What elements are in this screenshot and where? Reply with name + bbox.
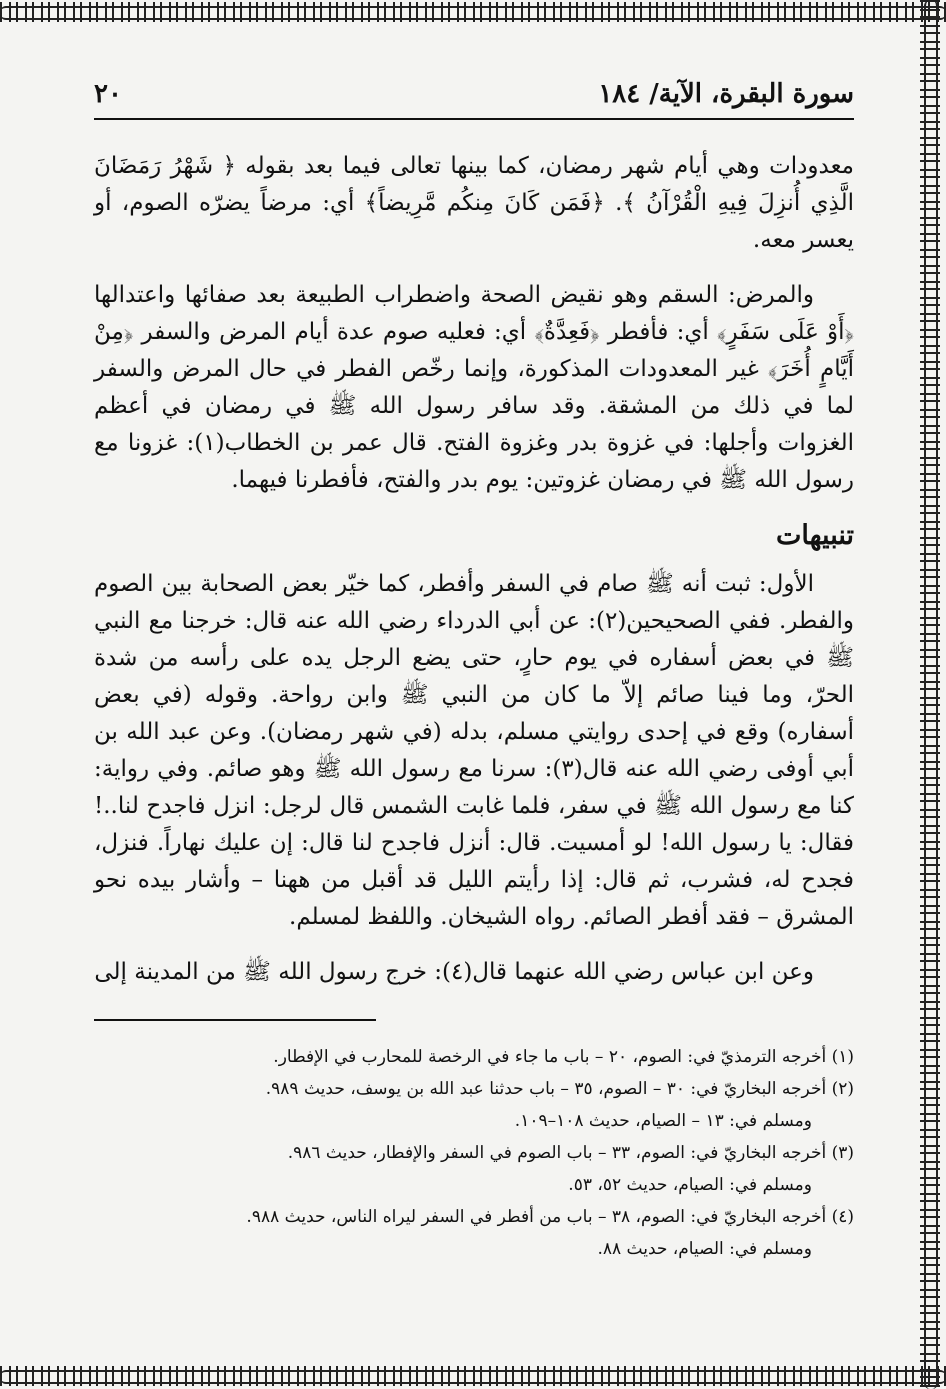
- footnotes: [94, 1041, 854, 1265]
- footnote: (٣) أخرجه البخاريّ في: الصوم، ٣٣ – باب الصوم في السفر والإفطار، حديث ٩٨٦.: [287, 1143, 854, 1163]
- paragraph: معدودات وهي أيام شهر رمضان، كما بينها تعالى فيما بعد بقوله ﴿ شَهْرُ رَمَضَانَ الَّذِي أُنزِلَ فِيهِ الْقُرْآنُ ﴾. ﴿فَمَن كَانَ مِنكُم مَّرِيضاً﴾ أي: مرضاً يضرّه الصوم، أو يعسر معه.: [94, 153, 854, 253]
- main-text: [94, 148, 854, 991]
- paragraph: الأول: ثبت أنه ﷺ صام في السفر وأفطر، كما خيّر بعض الصحابة بين الصوم والفطر. ففي الصحيحين(٢): عن أبي الدرداء رضي الله عنه قال: خرجنا مع النبي ﷺ في بعض أسفاره في يوم حارٍ، حتى يضع الرجل يده على رأسه من شدة الحرّ، وما فينا صائم إلاّ ما كان من النبي ﷺ وابن رواحة. وقوله (في بعض أسفاره) وقع في إحدى روايتي مسلم، بدله (في شهر رمضان). وعن عبد الله بن أبي أوفى رضي الله عنه قال(٣): سرنا مع رسول الله ﷺ وهو صائم. وفي رواية: كنا مع رسول الله ﷺ في سفر، فلما غابت الشمس قال لرجل: انزل فاجدح لنا..! فقال: يا رسول الله! لو أمسيت. قال: أنزل فاجدح لنا قال: إن عليك نهاراً. فنزل، فجدح له، فشرب، ثم قال: إذا رأيتم الليل قد أقبل من ههنا – وأشار بيده نحو المشرق – فقد أفطر الصائم. رواه الشيخان. واللفظ لمسلم.: [94, 571, 854, 930]
- page-border-top: [0, 2, 946, 22]
- footnote: (٤) أخرجه البخاريّ في: الصوم، ٣٨ – باب من أفطر في السفر ليراه الناس، حديث ٩٨٨.: [246, 1207, 854, 1227]
- page-number: ٢٠: [94, 79, 122, 109]
- paragraph: وعن ابن عباس رضي الله عنهما قال(٤): خرج رسول الله ﷺ من المدينة إلى: [94, 959, 814, 985]
- book-page: [94, 70, 854, 1265]
- section-heading: تنبيهات: [775, 520, 854, 551]
- footnote-separator: [94, 1019, 376, 1021]
- footnote: (١) أخرجه الترمذيّ في: الصوم، ٢٠ – باب ما جاء في الرخصة للمحارب في الإفطار.: [273, 1047, 854, 1067]
- page-border-right: [920, 0, 940, 1389]
- footnote: (٢) أخرجه البخاريّ في: ٣٠ – الصوم، ٣٥ – باب حدثنا عبد الله بن يوسف، حديث ٩٨٩.: [265, 1079, 854, 1099]
- footnote-continuation: ومسلم في: الصيام، حديث ٨٨.: [597, 1239, 812, 1259]
- running-title: سورة البقرة، الآية/ ١٨٤: [598, 79, 854, 109]
- footnote-continuation: ومسلم في: ١٣ – الصيام، حديث ١٠٨–١٠٩.: [514, 1111, 812, 1131]
- running-header: [94, 70, 854, 120]
- paragraph: والمرض: السقم وهو نقيض الصحة واضطراب الطبيعة بعد صفائها واعتدالها ﴿أَوْ عَلَى سَفَرٍ﴾ أي: فأفطر ﴿فَعِدَّةٌ﴾ أي: فعليه صوم عدة أيام المرض والسفر ﴿مِنْ أَيَّامٍ أُخَرَ﴾ غير المعدودات المذكورة، وإنما رخّص الفطر في حال المرض والسفر لما في ذلك من المشقة. وقد سافر رسول الله ﷺ في رمضان في أعظم الغزوات وأجلها: في غزوة بدر وغزوة الفتح. قال عمر بن الخطاب(١): غزونا مع رسول الله ﷺ في رمضان غزوتين: يوم بدر والفتح، فأفطرنا فيهما.: [94, 282, 855, 493]
- footnote-continuation: ومسلم في: الصيام، حديث ٥٢، ٥٣.: [568, 1175, 812, 1195]
- page-border-bottom: [0, 1366, 946, 1386]
